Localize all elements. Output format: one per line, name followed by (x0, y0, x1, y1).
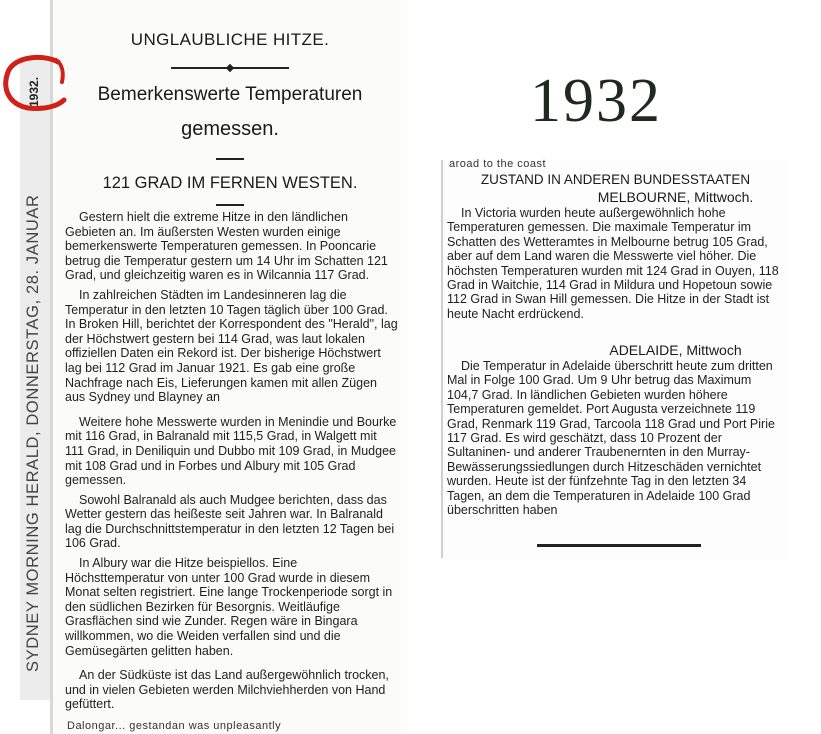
article-paragraph: Gestern hielt die extreme Hitze in den ländlichen Gebieten an. Im äußersten Westen wurden einige bemerkenswerte Temperaturen gemessen. In Pooncarie betrug die Temperatur gestern um 14 Uhr im Schatten 121 Grad, und gleichzeitig waren es in Wilcannia 117 Grad. (65, 210, 388, 283)
right-article-column (441, 160, 788, 558)
article-paragraph: In zahlreichen Städten im Landesinneren lag die Temperatur in den letzten 10 Tagen täglich über 100 Grad. In Broken Hill, berichtet der Korrespondent des "Herald", lag der Höchstwert gestern bei 114 Grad, was laut lokalen offiziellen Daten ein Rekord ist. Der bisherige Höchstwert lag bei 112 Grad im Januar 1921. Es gab eine große Nachfrage nach Eis, Lieferungen kamen mit allen Zügen aus Sydney und Blayney an (65, 287, 398, 405)
left-article-body (65, 210, 399, 717)
red-circle-tail (56, 60, 63, 82)
dateline-melbourne: MELBOURNE, Mittwoch. (597, 189, 754, 205)
article-paragraph: Die Temperatur in Adelaide überschritt heute zum dritten Mal in Folge 100 Grad. Um 9 Uhr betrug das Maximum 104,7 Grad. In ländlichen Gebieten wurden höhere Temperaturen gemeldet. Port Augusta verzeichnete 119 Grad, Renmark 119 Grad, Tarcoola 118 Grad und Port Pirie 117 Grad. Es wird geschätzt, dass 10 Prozent der Sultaninen- und anderer Traubenernten in den Murray-Bewässerungssiedlungen durch Hitzeschäden vernichtet wurden. Heute ist der fünfzehnte Tag in den letzten 34 Tagen, an dem die Temperaturen in Adelaide 100 Grad überschritten haben (447, 359, 775, 518)
article-section-heading: 121 GRAD IM FERNEN WESTEN. (102, 174, 358, 192)
article-subhead-line1: Bemerkenswerte Temperaturen (97, 84, 363, 105)
article-paragraph: In Albury war die Hitze beispiellos. Eine Höchsttemperatur von unter 100 Grad wurde in diesem Monat selten registriert. Eine lange Trockenperiode sorgt in den südlichen Bezirken für Besorgnis. Weitläufige Grasflächen sind wie Zunder. Regen wäre in Bingara willkommen, wo die Weiden verfallen sind und die Gemüsegärten gelitten haben. (65, 556, 393, 658)
article-paragraph: In Victoria wurden heute außergewöhnlich hohe Temperaturen gemessen. Die maximale Temperatur im Schatten des Wetteramtes in Melbourne betrug 105 Grad, aber auf dem Land waren die Messwerte viel höher. Die höchsten Temperaturen wurden mit 124 Grad in Ouyen, 118 Grad in Waitchie, 114 Grad in Mildura und Hopetoun sowie 112 Grad in Swan Hill gemessen. Die Hitze in der Stadt ist heute Nacht erdrückend. (447, 206, 779, 321)
article-paragraph: An der Südküste ist das Land außergewöhnlich trocken, und in vielen Gebieten werden Milchviehherden von Hand gefüttert. (65, 668, 389, 712)
article-headline: UNGLAUBLICHE HITZE. (130, 30, 330, 49)
red-circle-mark (0, 52, 72, 114)
cut-off-line: aroad to the coast (449, 158, 547, 170)
article-paragraph: Weitere hohe Messwerte wurden in Menindie und Bourke mit 116 Grad, in Balranald mit 115,5 Grad, in Walgett mit 111 Grad, in Deniliquin und Dubbo mit 109 Grad, in Mudgee mit 108 Grad und in Forbes und Albury mit 105 Grad gemessen. (65, 414, 397, 488)
right-headline: ZUSTAND IN ANDEREN BUNDESSTAATEN (480, 172, 751, 187)
section-divider (216, 204, 244, 206)
article-paragraph: Sowohl Balranald als auch Mudgee berichten, dass das Wetter gestern das heißeste seit Jahren war. In Balranald lag die Durchschnittstemperatur in den letzten 12 Tagen bei 106 Grad. (65, 492, 395, 551)
side-caption: SYDNEY MORNING HERALD, DONNERSTAG, 28. JANUAR (24, 194, 42, 672)
left-article-column (50, 0, 407, 734)
year-title: 1932 (530, 67, 662, 135)
divider-ornament (226, 64, 234, 72)
article-subhead-line2: gemessen. (181, 118, 279, 140)
melbourne-report (447, 206, 785, 321)
handwritten-year: 1932. (27, 76, 41, 108)
end-divider (537, 544, 701, 547)
adelaide-report (447, 359, 785, 517)
red-circle-stroke (6, 57, 64, 108)
subhead-divider (216, 158, 244, 160)
dateline-adelaide: ADELAIDE, Mittwoch (609, 342, 742, 358)
cut-off-line: Dalongar... gestandan was unpleasantly (67, 720, 282, 732)
